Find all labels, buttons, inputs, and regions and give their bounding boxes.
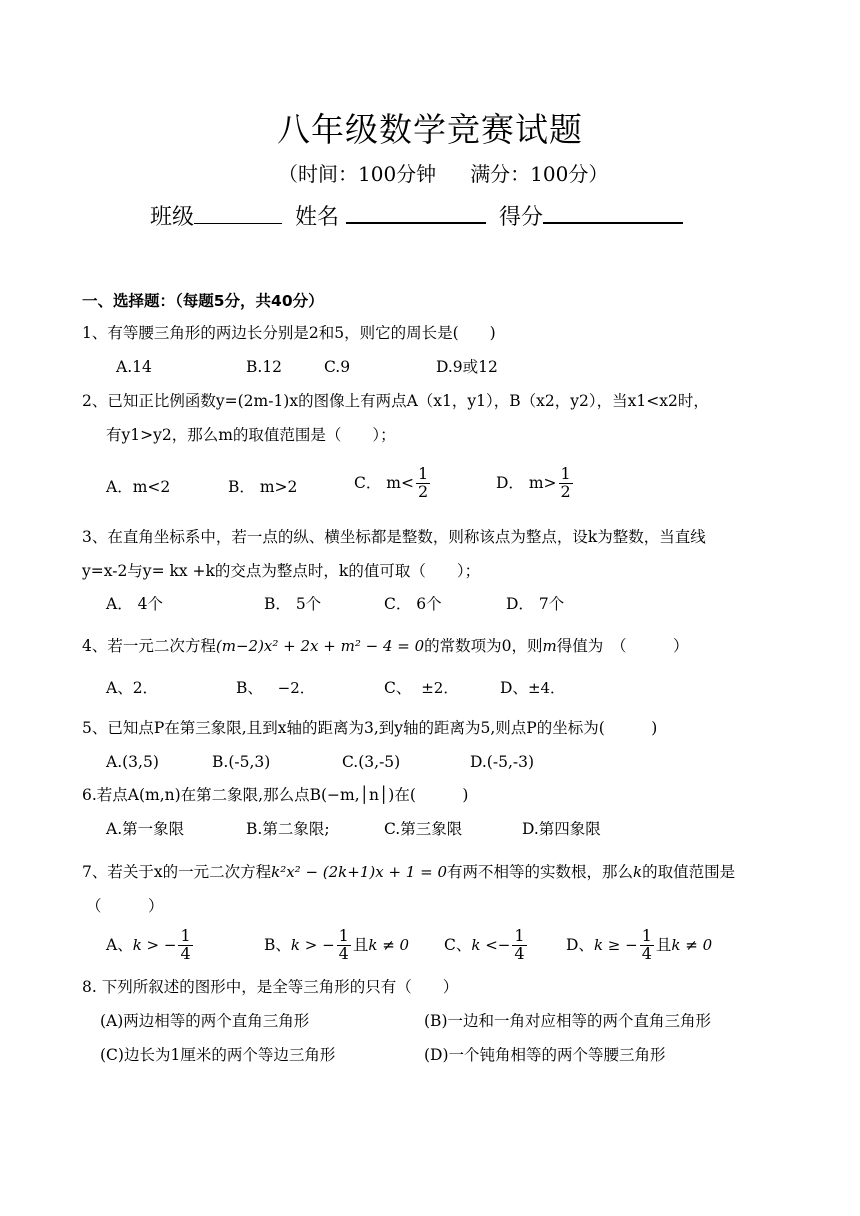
time-info: （时间：100分钟 (278, 162, 437, 186)
variable-k: k (633, 863, 643, 881)
equation: k²x² − (2k+1)x + 1 = 0 (271, 863, 447, 881)
question-5-stem: 5、已知点P在第三象限,且到x轴的距离为3,到y轴的距离为5,则点P的坐标为( ) (82, 719, 658, 737)
question-4-option-a[interactable]: A、2． (106, 679, 159, 697)
name-blank[interactable] (346, 200, 486, 224)
fraction-one-quarter: $\frac{1}{4}$ (514, 926, 525, 963)
question-6-option-c[interactable]: C.第三象限 (384, 820, 463, 838)
question-4-stem: 4、若一元二次方程(m−2)x² + 2x + m² − 4 = 0的常数项为0，则m得值为 （ ） (82, 637, 689, 655)
question-7-stem: 7、若关于x的一元二次方程k²x² − (2k+1)x + 1 = 0有两不相等的实数根，那么k的取值范围是 (82, 863, 736, 881)
question-5-option-a[interactable]: A.(3,5) (106, 753, 159, 771)
question-6-option-d[interactable]: D.第四象限 (522, 820, 601, 838)
question-4-option-b[interactable]: B、 −2． (236, 679, 315, 697)
option-c-relation: C． m< (354, 473, 414, 492)
question-7-option-d[interactable]: D、 k ≥ − $\frac{1}{4}$ 且 k ≠ 0 (566, 926, 713, 963)
question-3-option-b[interactable]: B． 5个 (264, 595, 322, 613)
question-4-option-c[interactable]: C、 ±2． (384, 679, 459, 697)
fraction-one-half: $\frac{1}{2}$ (560, 464, 571, 501)
fraction-one-quarter: $\frac{1}{4}$ (180, 926, 191, 963)
question-8-option-a[interactable]: (A)两边相等的两个直角三角形 (100, 1012, 310, 1030)
question-8-option-c[interactable]: (C)边长为1厘米的两个等边三角形 (100, 1046, 336, 1064)
fraction-one-half: $\frac{1}{2}$ (417, 464, 429, 501)
question-3-option-c[interactable]: C． 6个 (384, 595, 442, 613)
question-2-option-d[interactable] (496, 466, 575, 501)
question-8-option-d[interactable]: (D)一个钝角相等的两个等腰三角形 (424, 1046, 666, 1064)
fraction-one-quarter: $\frac{1}{4}$ (641, 926, 652, 963)
page-title: 八年级数学竞赛试题 (277, 110, 583, 149)
question-2-stem-line1: 2、已知正比例函数y=(2m-1)x的图像上有两点A（x1，y1），B（x2，y2），当x1<x2时， (82, 392, 709, 410)
section-heading: 一、选择题：（每题5分，共40分） (82, 292, 324, 310)
question-3-stem-line2: y=x-2与y= kx +k的交点为整点时，k的值可取（ ）； (82, 562, 481, 580)
question-3-stem-line1: 3、在直角坐标系中，若一点的纵、横坐标都是整数，则称该点为整点，设k为整数，当直线 (82, 528, 706, 546)
question-7-stem-line2: （ ） (86, 897, 164, 915)
question-1-stem: 1、有等腰三角形的两边长分别是2和5，则它的周长是( ) (82, 324, 496, 342)
question-3-option-d[interactable]: D． 7个 (506, 595, 565, 613)
question-8-stem: 8. 下列所叙述的图形中，是全等三角形的只有（ ） (82, 978, 459, 996)
question-7-option-b[interactable]: B、 k > − $\frac{1}{4}$ 且 k ≠ 0 (264, 926, 410, 963)
question-1-option-b[interactable]: B.12 (246, 358, 283, 376)
question-5-option-d[interactable]: D.(-5,-3) (470, 753, 535, 771)
class-label: 班级 (150, 205, 195, 230)
question-6-option-a[interactable]: A.第一象限 (106, 820, 185, 838)
question-1-option-c[interactable]: C.9 (324, 358, 351, 376)
question-2-option-c[interactable] (354, 466, 432, 501)
name-label: 姓名 (295, 205, 340, 230)
question-8-option-b[interactable]: (B)一边和一角对应相等的两个直角三角形 (424, 1012, 711, 1030)
option-d-relation: D． m> (496, 473, 557, 492)
score-label: 得分 (499, 205, 544, 230)
question-7-option-c[interactable]: C、 k <− $\frac{1}{4}$ (444, 926, 525, 963)
question-2-option-a[interactable]: A．m<2 (106, 478, 171, 496)
question-5-option-c[interactable]: C.(3,-5) (342, 753, 401, 771)
variable-m: m (542, 637, 557, 655)
question-7-option-a[interactable]: A、 k > − $\frac{1}{4}$ (106, 926, 191, 963)
question-1-option-d[interactable]: D.9或12 (436, 358, 498, 376)
question-4-option-d[interactable]: D、±4． (500, 679, 566, 697)
question-1-option-a[interactable]: A.14 (116, 358, 152, 376)
question-6-option-b[interactable]: B.第二象限; (246, 820, 330, 838)
student-info-row (150, 200, 689, 231)
score-info: 满分：100分） (470, 162, 609, 186)
class-blank[interactable] (194, 201, 282, 224)
question-5-option-b[interactable]: B.(-5,3) (212, 753, 271, 771)
exam-meta (278, 158, 608, 187)
question-6-stem: 6.若点A(m,n)在第二象限,那么点B(−m,│n│)在( ) (82, 786, 469, 804)
fraction-one-quarter: $\frac{1}{4}$ (338, 926, 349, 963)
question-2-option-b[interactable]: B． m>2 (228, 478, 298, 496)
equation: (m−2)x² + 2x + m² − 4 = 0 (215, 637, 425, 655)
score-blank[interactable] (543, 200, 683, 224)
question-3-option-a[interactable]: A． 4个 (106, 595, 163, 613)
question-2-stem-line2: 有y1>y2，那么m的取值范围是（ ）； (106, 426, 396, 444)
